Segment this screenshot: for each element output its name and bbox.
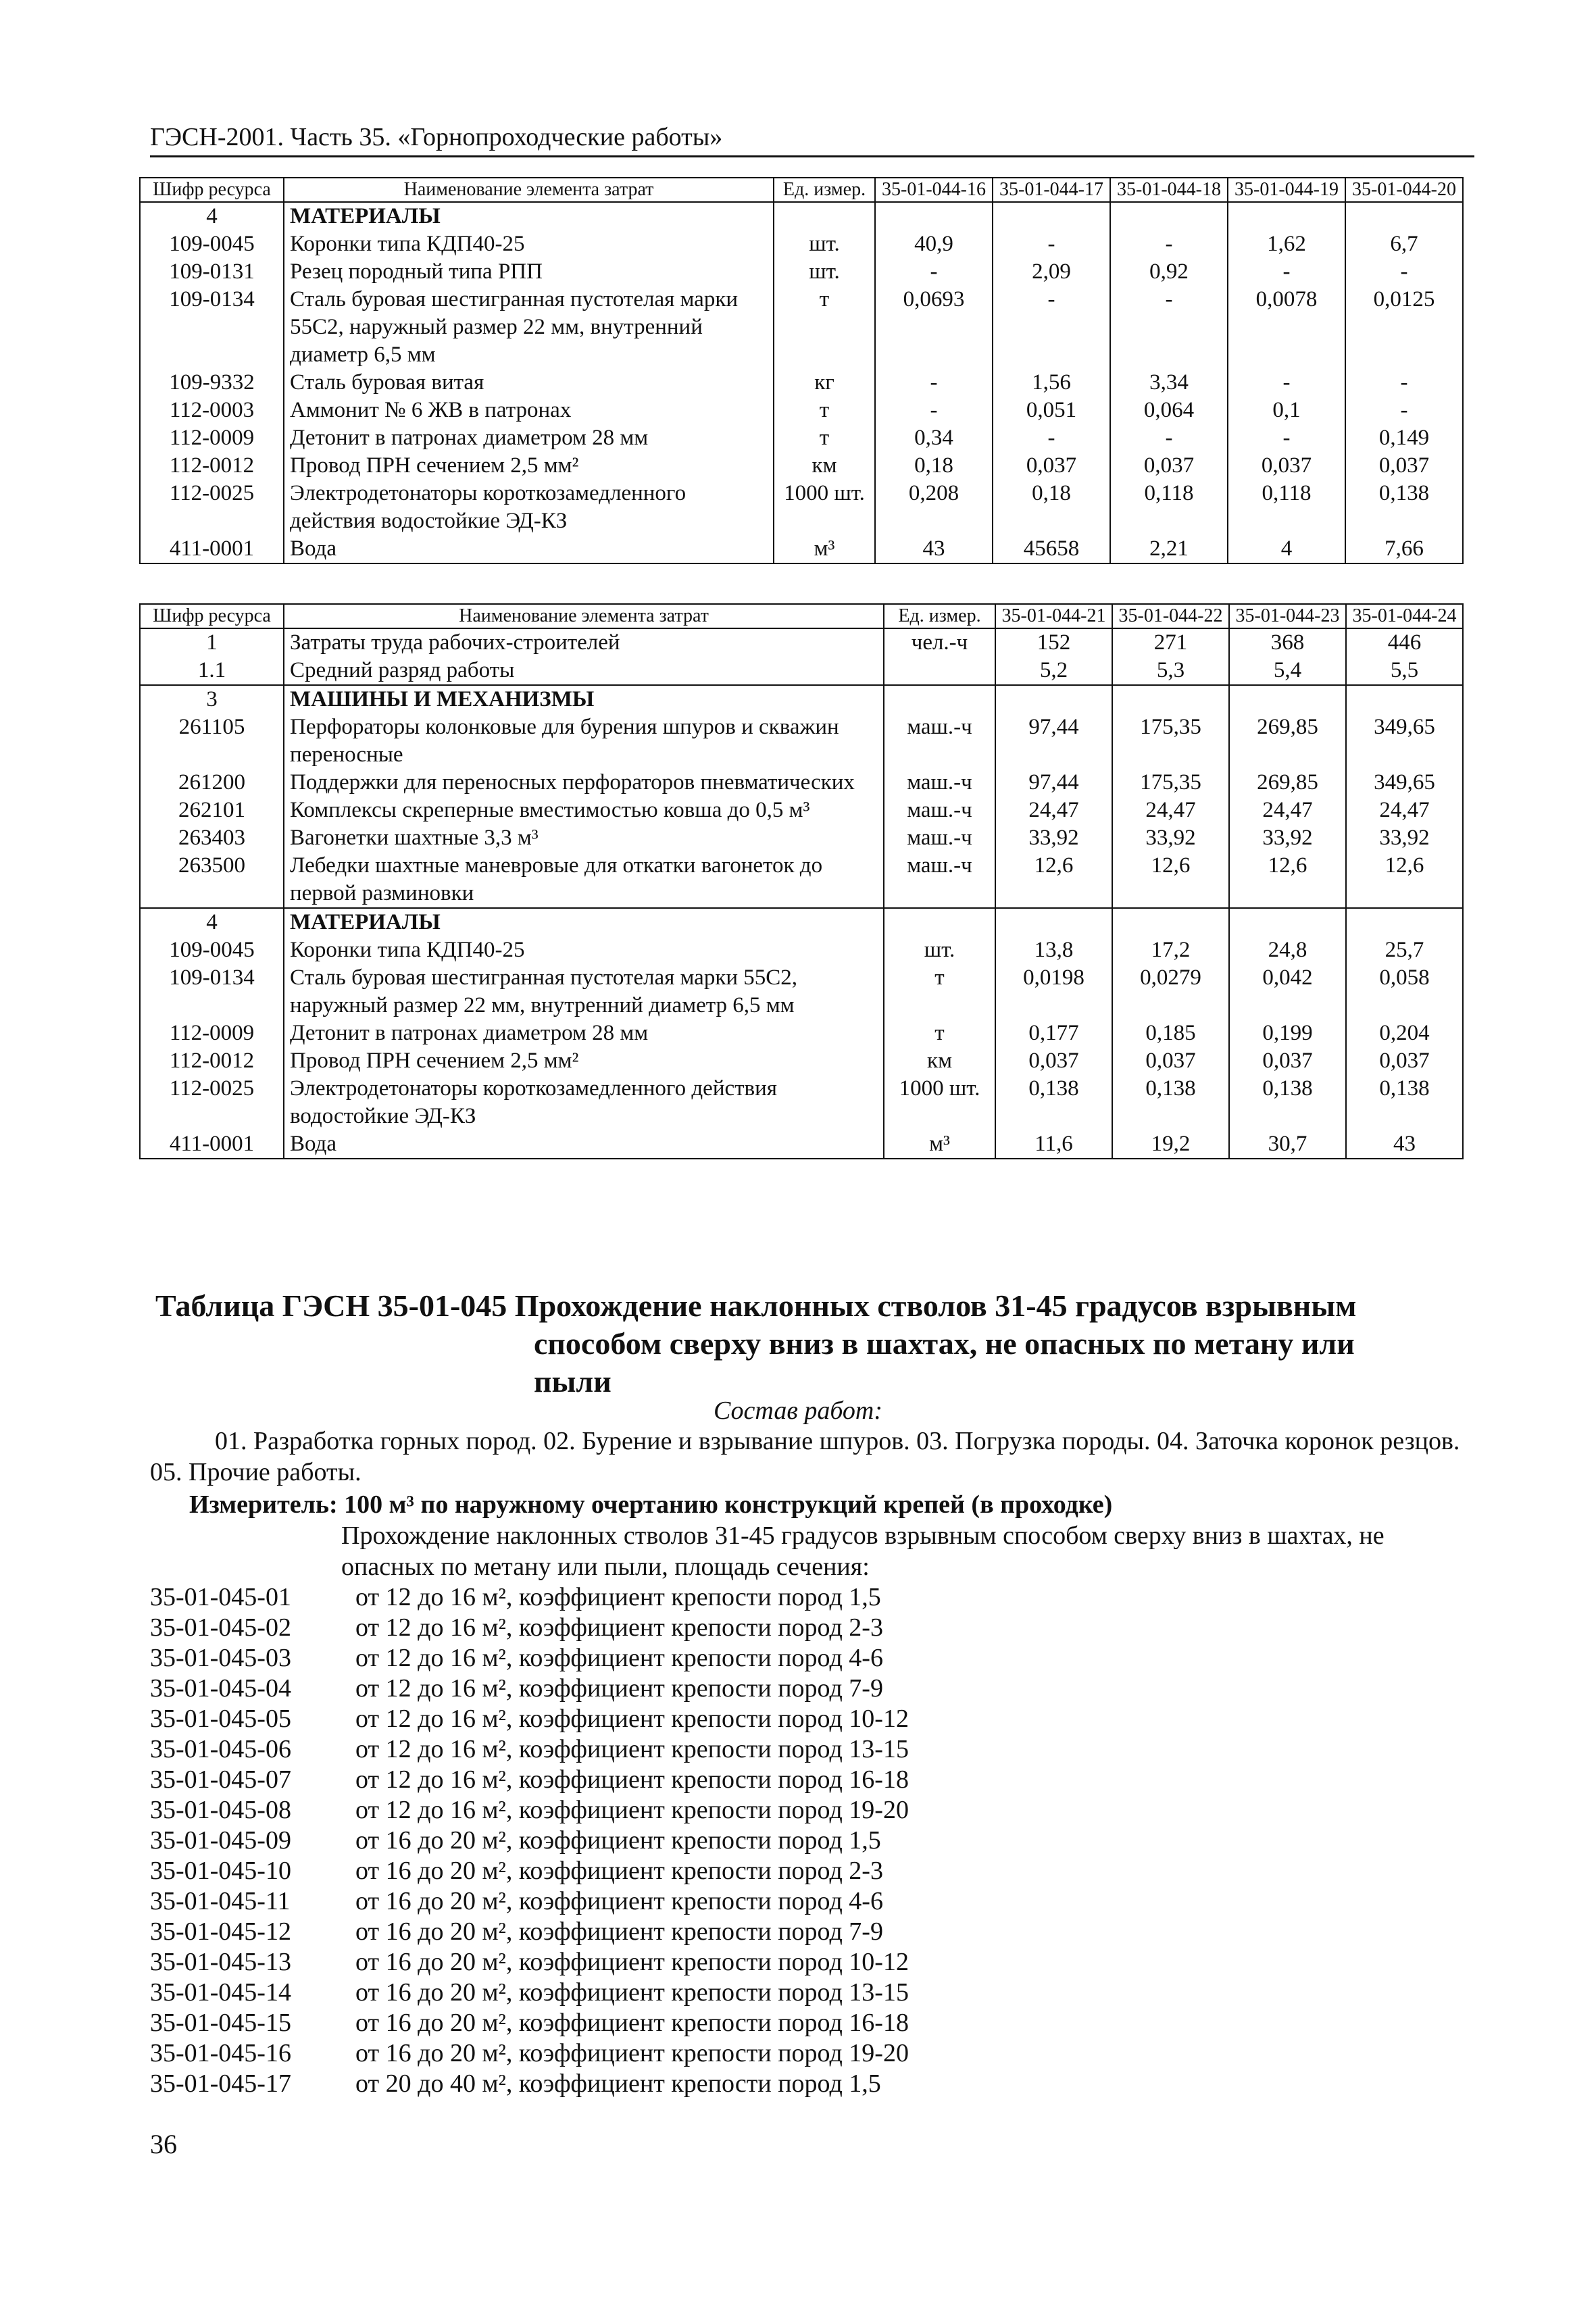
norm-value: 12,6 (1346, 852, 1463, 908)
norm-value: 0,204 (1346, 1020, 1463, 1047)
unit (884, 657, 995, 685)
resource-name: Аммонит № 6 ЖВ в патронах (284, 397, 774, 424)
norm-value: - (993, 286, 1110, 369)
table-row (140, 936, 1463, 964)
norm-value: 97,44 (995, 713, 1112, 769)
norm-value: 33,92 (1112, 824, 1229, 852)
norm-value: 24,47 (1346, 797, 1463, 824)
norm-value: 175,35 (1112, 713, 1229, 769)
norm-code-description: от 16 до 20 м², коэффициент крепости пород 2-3 (355, 1857, 883, 1885)
section-title: МАТЕРИАЛЫ (284, 908, 884, 936)
norm-codes-list (150, 1582, 909, 2099)
section-code: 4 (140, 202, 284, 230)
norm-value: 0,138 (1346, 1075, 1463, 1130)
norm-value: - (875, 258, 993, 286)
table-row (140, 964, 1463, 1020)
measure-unit: Измеритель: 100 м³ по наружному очертанию конструкций крепей (в проходке) (189, 1490, 1113, 1519)
unit: кг (774, 369, 875, 397)
norm-value: - (875, 397, 993, 424)
norm-value: 5,3 (1112, 657, 1229, 685)
unit: шт. (774, 258, 875, 286)
norm-value: 0,149 (1345, 424, 1463, 452)
resource-name: Средний разряд работы (284, 657, 884, 685)
table-title (155, 1287, 1439, 1401)
norm-code-row (150, 1643, 909, 1674)
resource-name: Резец породный типа РПП (284, 258, 774, 286)
norm-code-row (150, 1765, 909, 1795)
norm-value: 0,0078 (1228, 286, 1345, 369)
resource-code: 112-0009 (140, 1020, 284, 1047)
norm-value: - (1345, 397, 1463, 424)
norm-value: 0,177 (995, 1020, 1112, 1047)
resource-name: Сталь буровая витая (284, 369, 774, 397)
norm-value: 175,35 (1112, 769, 1229, 797)
norm-code: 35-01-045-07 (150, 1765, 291, 1794)
table-row (140, 535, 1463, 563)
section-row (140, 202, 1463, 230)
norm-value: 12,6 (1112, 852, 1229, 908)
norm-value: 0,058 (1346, 964, 1463, 1020)
resource-name: Перфораторы колонковые для бурения шпуров и скважин переносные (284, 713, 884, 769)
norm-value: 0,0693 (875, 286, 993, 369)
norm-value: 0,0279 (1112, 964, 1229, 1020)
norm-code: 35-01-045-11 (150, 1887, 291, 1915)
norm-code-description: от 12 до 16 м², коэффициент крепости пород 19-20 (355, 1796, 909, 1824)
resource-code: 262101 (140, 797, 284, 824)
norm-code-row (150, 1886, 909, 1917)
norm-value: 7,66 (1345, 535, 1463, 563)
norm-value: - (875, 369, 993, 397)
norm-code: 35-01-045-02 (150, 1613, 291, 1642)
unit: т (774, 286, 875, 369)
norm-code-row (150, 1978, 909, 2008)
table-row (140, 824, 1463, 852)
resource-name: Коронки типа КДП40-25 (284, 936, 884, 964)
norm-value: - (1228, 369, 1345, 397)
table-row (140, 852, 1463, 908)
norm-value: 1,56 (993, 369, 1110, 397)
norm-value: 0,037 (1110, 452, 1228, 480)
norm-code: 35-01-045-14 (150, 1978, 291, 2007)
norm-value: 0,0125 (1345, 286, 1463, 369)
table-row (140, 1020, 1463, 1047)
norm-code-description: от 20 до 40 м², коэффициент крепости пород 1,5 (355, 2069, 881, 2098)
resource-code: 261105 (140, 713, 284, 769)
resource-table-044-16-20 (139, 177, 1464, 564)
table-title-line: пыли (534, 1364, 612, 1399)
norm-value: 0,1 (1228, 397, 1345, 424)
unit: маш.-ч (884, 852, 995, 908)
header-cell: Ед. измер. (774, 178, 875, 202)
norm-value: 0,18 (993, 480, 1110, 535)
header-cell: Ед. измер. (884, 604, 995, 628)
resource-name: Вагонетки шахтные 3,3 м³ (284, 824, 884, 852)
norm-code-description: от 12 до 16 м², коэффициент крепости пород 16-18 (355, 1765, 909, 1794)
resource-code: 109-0134 (140, 286, 284, 369)
norm-value: 0,037 (995, 1047, 1112, 1075)
table-title-line: Таблица ГЭСН 35-01-045 Прохождение наклонных стволов 31-45 градусов взрывным (155, 1288, 1357, 1323)
table-row (140, 797, 1463, 824)
norm-value: - (1110, 286, 1228, 369)
norm-value: 5,4 (1229, 657, 1346, 685)
resource-name: Вода (284, 535, 774, 563)
norm-code-row (150, 1582, 909, 1613)
unit: 1000 шт. (884, 1075, 995, 1130)
norm-code: 35-01-045-10 (150, 1857, 291, 1885)
header-cell: 35-01-044-17 (993, 178, 1110, 202)
resource-code: 112-0009 (140, 424, 284, 452)
norm-value: 0,138 (1345, 480, 1463, 535)
resource-code: 112-0012 (140, 1047, 284, 1075)
unit: маш.-ч (884, 797, 995, 824)
norm-value: 33,92 (1229, 824, 1346, 852)
norm-value: 2,21 (1110, 535, 1228, 563)
norm-value: 4 (1228, 535, 1345, 563)
resource-code: 109-0134 (140, 964, 284, 1020)
table-title-line: способом сверху вниз в шахтах, не опасных по метану или (534, 1326, 1355, 1361)
norm-value: - (1228, 424, 1345, 452)
resource-name: Вода (284, 1130, 884, 1159)
resource-code: 411-0001 (140, 535, 284, 563)
norm-value: 0,037 (1229, 1047, 1346, 1075)
table-row (140, 480, 1463, 535)
norm-value: 43 (875, 535, 993, 563)
norm-value: 5,5 (1346, 657, 1463, 685)
resource-code: 109-9332 (140, 369, 284, 397)
header-cell: Наименование элемента затрат (284, 178, 774, 202)
norm-value: 269,85 (1229, 713, 1346, 769)
resource-code: 112-0025 (140, 1075, 284, 1130)
norm-code: 35-01-045-09 (150, 1826, 291, 1855)
header-cell: 35-01-044-16 (875, 178, 993, 202)
norm-code-description: от 12 до 16 м², коэффициент крепости пород 1,5 (355, 1583, 881, 1611)
norm-code: 35-01-045-13 (150, 1948, 291, 1976)
norm-value: 0,051 (993, 397, 1110, 424)
norm-value: - (993, 230, 1110, 258)
norm-value: - (1345, 369, 1463, 397)
header-cell: Наименование элемента затрат (284, 604, 884, 628)
norm-value: 30,7 (1229, 1130, 1346, 1159)
norm-value: - (1110, 230, 1228, 258)
norm-value: 97,44 (995, 769, 1112, 797)
norm-value: 0,185 (1112, 1020, 1229, 1047)
norm-value: 368 (1229, 628, 1346, 657)
norm-code-row (150, 2008, 909, 2038)
norm-code-description: от 12 до 16 м², коэффициент крепости пород 2-3 (355, 1613, 883, 1642)
page-header: ГЭСН-2001. Часть 35. «Горнопроходческие работы» (150, 122, 1474, 157)
unit: т (774, 424, 875, 452)
norm-value: 0,037 (1228, 452, 1345, 480)
table-row (140, 424, 1463, 452)
norm-value: 0,199 (1229, 1020, 1346, 1047)
table-row (140, 397, 1463, 424)
resource-code: 263500 (140, 852, 284, 908)
resource-name: Детонит в патронах диаметром 28 мм (284, 1020, 884, 1047)
unit: т (884, 964, 995, 1020)
resource-name: Электродетонаторы короткозамедленного действия водостойкие ЭД-КЗ (284, 1075, 884, 1130)
section-row (140, 908, 1463, 936)
header-cell: 35-01-044-18 (1110, 178, 1228, 202)
resource-code: 261200 (140, 769, 284, 797)
header-cell: 35-01-044-24 (1346, 604, 1463, 628)
resource-code: 411-0001 (140, 1130, 284, 1159)
norm-value: 45658 (993, 535, 1110, 563)
section-intro: Прохождение наклонных стволов 31-45 градусов взрывным способом сверху вниз в шахтах, не опасных по метану или пыли, площадь сечения: (341, 1521, 1385, 1581)
norm-value: 24,47 (995, 797, 1112, 824)
norm-value: 43 (1346, 1130, 1463, 1159)
table-row (140, 769, 1463, 797)
norm-code-description: от 16 до 20 м², коэффициент крепости пород 4-6 (355, 1887, 883, 1915)
resource-code: 112-0012 (140, 452, 284, 480)
norm-value: 24,47 (1112, 797, 1229, 824)
table-row (140, 628, 1463, 657)
norm-code-row (150, 2069, 909, 2099)
table-row (140, 1075, 1463, 1130)
unit: т (774, 397, 875, 424)
norm-code-row (150, 1826, 909, 1856)
norm-value: 0,208 (875, 480, 993, 535)
norm-value: 152 (995, 628, 1112, 657)
unit: м³ (774, 535, 875, 563)
norm-value: 0,138 (1112, 1075, 1229, 1130)
table-row (140, 1130, 1463, 1159)
resource-name: Затраты труда рабочих-строителей (284, 628, 884, 657)
resource-code: 112-0025 (140, 480, 284, 535)
norm-code: 35-01-045-04 (150, 1674, 291, 1703)
norm-code-row (150, 1795, 909, 1826)
resource-name: Провод ПРН сечением 2,5 мм² (284, 452, 774, 480)
resource-code: 109-0045 (140, 230, 284, 258)
norm-value: 0,042 (1229, 964, 1346, 1020)
norm-code-row (150, 1917, 909, 1947)
header-cell: 35-01-044-22 (1112, 604, 1229, 628)
norm-value: 0,18 (875, 452, 993, 480)
norm-value: 0,92 (1110, 258, 1228, 286)
norm-code: 35-01-045-01 (150, 1583, 291, 1611)
table-row (140, 1047, 1463, 1075)
norm-value: 0,064 (1110, 397, 1228, 424)
norm-value: 25,7 (1346, 936, 1463, 964)
table-row (140, 258, 1463, 286)
resource-name: Сталь буровая шестигранная пустотелая марки 55С2, наружный размер 22 мм, внутренний диаметр 6,5 мм (284, 286, 774, 369)
page-number: 36 (150, 2129, 177, 2159)
unit: км (884, 1047, 995, 1075)
norm-value: 0,34 (875, 424, 993, 452)
norm-code-row (150, 1856, 909, 1886)
norm-code: 35-01-045-03 (150, 1644, 291, 1672)
norm-value: 271 (1112, 628, 1229, 657)
unit: маш.-ч (884, 824, 995, 852)
norm-value: 33,92 (995, 824, 1112, 852)
resource-code: 109-0131 (140, 258, 284, 286)
norm-code-description: от 12 до 16 м², коэффициент крепости пород 10-12 (355, 1705, 909, 1733)
norm-code-row (150, 1613, 909, 1643)
norm-value: 6,7 (1345, 230, 1463, 258)
norm-code-row (150, 1674, 909, 1704)
norm-value: 349,65 (1346, 769, 1463, 797)
norm-code-description: от 12 до 16 м², коэффициент крепости пород 13-15 (355, 1735, 909, 1763)
norm-code-description: от 12 до 16 м², коэффициент крепости пород 4-6 (355, 1644, 883, 1672)
norm-value: - (993, 424, 1110, 452)
norm-value: 12,6 (995, 852, 1112, 908)
norm-code-row (150, 1947, 909, 1978)
table-row (140, 657, 1463, 685)
norm-value: 11,6 (995, 1130, 1112, 1159)
norm-value: 3,34 (1110, 369, 1228, 397)
norm-value: 0,037 (1346, 1047, 1463, 1075)
norm-code: 35-01-045-05 (150, 1705, 291, 1733)
norm-value: 0,118 (1110, 480, 1228, 535)
norm-value: 17,2 (1112, 936, 1229, 964)
unit: маш.-ч (884, 769, 995, 797)
norm-value: 1,62 (1228, 230, 1345, 258)
norm-value: 0,138 (995, 1075, 1112, 1130)
norm-value: - (1110, 424, 1228, 452)
norm-value: 0,037 (1345, 452, 1463, 480)
norm-code: 35-01-045-12 (150, 1917, 291, 1946)
norm-code-description: от 16 до 20 м², коэффициент крепости пород 13-15 (355, 1978, 909, 2007)
norm-value: 33,92 (1346, 824, 1463, 852)
table-header-row (140, 604, 1463, 628)
norm-code-description: от 12 до 16 м², коэффициент крепости пород 7-9 (355, 1674, 883, 1703)
table-row (140, 452, 1463, 480)
unit: км (774, 452, 875, 480)
norm-value: 40,9 (875, 230, 993, 258)
composition-heading: Состав работ: (713, 1397, 883, 1425)
norm-code-description: от 16 до 20 м², коэффициент крепости пород 7-9 (355, 1917, 883, 1946)
norm-value: 0,037 (993, 452, 1110, 480)
unit: чел.-ч (884, 628, 995, 657)
unit: маш.-ч (884, 713, 995, 769)
norm-value: 349,65 (1346, 713, 1463, 769)
resource-code: 1 (140, 628, 284, 657)
resource-name: Детонит в патронах диаметром 28 мм (284, 424, 774, 452)
norm-value: 13,8 (995, 936, 1112, 964)
norm-code-description: от 16 до 20 м², коэффициент крепости пород 19-20 (355, 2039, 909, 2067)
norm-code-row (150, 2038, 909, 2069)
unit: т (884, 1020, 995, 1047)
header-cell: Шифр ресурса (140, 178, 284, 202)
resource-code: 109-0045 (140, 936, 284, 964)
resource-code: 1.1 (140, 657, 284, 685)
section-code: 4 (140, 908, 284, 936)
table-row (140, 286, 1463, 369)
norm-value: 269,85 (1229, 769, 1346, 797)
resource-name: Электродетонаторы короткозамедленного действия водостойкие ЭД-КЗ (284, 480, 774, 535)
table-row (140, 713, 1463, 769)
section-title: МАТЕРИАЛЫ (284, 202, 774, 230)
norm-value: 19,2 (1112, 1130, 1229, 1159)
norm-value: 446 (1346, 628, 1463, 657)
header-cell: 35-01-044-21 (995, 604, 1112, 628)
resource-name: Провод ПРН сечением 2,5 мм² (284, 1047, 884, 1075)
norm-code: 35-01-045-17 (150, 2069, 291, 2098)
resource-code: 112-0003 (140, 397, 284, 424)
resource-code: 263403 (140, 824, 284, 852)
resource-name: Сталь буровая шестигранная пустотелая марки 55С2, наружный размер 22 мм, внутренний диаметр 6,5 мм (284, 964, 884, 1020)
norm-value: 24,8 (1229, 936, 1346, 964)
header-cell: Шифр ресурса (140, 604, 284, 628)
unit: шт. (884, 936, 995, 964)
resource-table-044-21-24 (139, 603, 1464, 1159)
unit: м³ (884, 1130, 995, 1159)
norm-code: 35-01-045-15 (150, 2009, 291, 2037)
header-cell: 35-01-044-20 (1345, 178, 1463, 202)
table-row (140, 369, 1463, 397)
table-row (140, 230, 1463, 258)
unit: 1000 шт. (774, 480, 875, 535)
norm-value: 0,118 (1228, 480, 1345, 535)
resource-name: Лебедки шахтные маневровые для откатки вагонеток до первой разминовки (284, 852, 884, 908)
header-cell: 35-01-044-19 (1228, 178, 1345, 202)
norm-value: 5,2 (995, 657, 1112, 685)
norm-code-description: от 16 до 20 м², коэффициент крепости пород 1,5 (355, 1826, 881, 1855)
resource-name: Поддержки для переносных перфораторов пневматических (284, 769, 884, 797)
norm-value: 24,47 (1229, 797, 1346, 824)
header-cell: 35-01-044-23 (1229, 604, 1346, 628)
norm-value: 12,6 (1229, 852, 1346, 908)
composition-text: 01. Разработка горных пород. 02. Бурение и взрывание шпуров. 03. Погрузка породы. 04. Заточка коронок резцов. 05. Прочие работы. (150, 1427, 1460, 1486)
norm-value: 0,0198 (995, 964, 1112, 1020)
norm-code: 35-01-045-08 (150, 1796, 291, 1824)
section-code: 3 (140, 685, 284, 713)
norm-code-row (150, 1734, 909, 1765)
unit: шт. (774, 230, 875, 258)
norm-value: - (1228, 258, 1345, 286)
resource-name: Комплексы скреперные вместимостью ковша до 0,5 м³ (284, 797, 884, 824)
norm-code: 35-01-045-16 (150, 2039, 291, 2067)
norm-value: 0,037 (1112, 1047, 1229, 1075)
section-row (140, 685, 1463, 713)
norm-code-description: от 16 до 20 м², коэффициент крепости пород 10-12 (355, 1948, 909, 1976)
norm-code-description: от 16 до 20 м², коэффициент крепости пород 16-18 (355, 2009, 909, 2037)
norm-value: - (1345, 258, 1463, 286)
resource-name: Коронки типа КДП40-25 (284, 230, 774, 258)
section-title: МАШИНЫ И МЕХАНИЗМЫ (284, 685, 884, 713)
table-header-row (140, 178, 1463, 202)
norm-value: 0,138 (1229, 1075, 1346, 1130)
norm-code-row (150, 1704, 909, 1734)
norm-code: 35-01-045-06 (150, 1735, 291, 1763)
norm-value: 2,09 (993, 258, 1110, 286)
